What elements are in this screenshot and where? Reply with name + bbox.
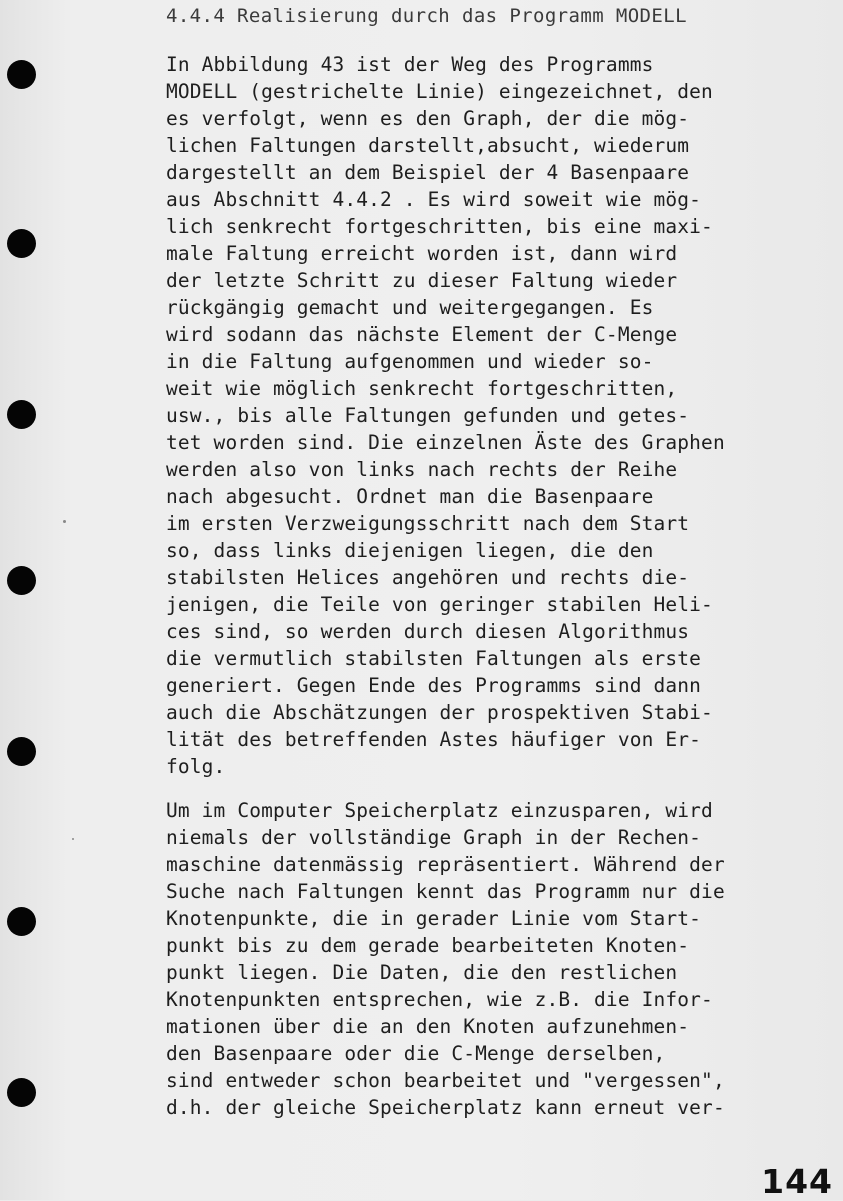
text-line: lität des betreffenden Astes häufiger von Er- (166, 728, 702, 751)
text-line: sind entweder schon bearbeitet und "vergessen", (166, 1069, 725, 1092)
punch-hole (7, 400, 36, 429)
punch-hole (7, 907, 36, 936)
text-line: Knotenpunkte, die in gerader Linie vom Start- (166, 907, 702, 930)
text-line: punkt bis zu dem gerade bearbeiteten Knoten- (166, 934, 690, 957)
text-line: maschine datenmässig repräsentiert. Während der (166, 853, 725, 876)
text-line: die vermutlich stabilsten Faltungen als erste (166, 647, 702, 670)
text-line: auch die Abschätzungen der prospektiven Stabi- (166, 701, 713, 724)
text-line: jenigen, die Teile von geringer stabilen Heli- (166, 593, 713, 616)
text-line: in die Faltung aufgenommen und wieder so- (166, 350, 654, 373)
text-line: male Faltung erreicht worden ist, dann wird (166, 242, 678, 265)
text-line: punkt liegen. Die Daten, die den restlichen (166, 961, 678, 984)
punch-hole (7, 1078, 36, 1107)
text-line: usw., bis alle Faltungen gefunden und getes- (166, 404, 690, 427)
text-line: nach abgesucht. Ordnet man die Basenpaare (166, 485, 654, 508)
text-line: weit wie möglich senkrecht fortgeschritten, (166, 377, 678, 400)
text-line: lichen Faltungen darstellt,absucht, wiederum (166, 134, 690, 157)
text-line: d.h. der gleiche Speicherplatz kann erneut ver- (166, 1096, 725, 1119)
text-line: mationen über die an den Knoten aufzunehmen- (166, 1015, 690, 1038)
text-line: tet worden sind. Die einzelnen Äste des Graphen (166, 431, 725, 454)
page-number: 144 (761, 1162, 833, 1201)
text-line: Um im Computer Speicherplatz einzusparen, wird (166, 799, 713, 822)
punch-hole (7, 566, 36, 595)
paragraph-1 (166, 51, 726, 780)
paragraph-2 (166, 797, 726, 1121)
text-line: der letzte Schritt zu dieser Faltung wieder (166, 269, 678, 292)
section-heading: 4.4.4 Realisierung durch das Programm MODELL (166, 5, 687, 27)
text-line: generiert. Gegen Ende des Programms sind dann (166, 674, 702, 697)
text-line: Suche nach Faltungen kennt das Programm nur die (166, 880, 725, 903)
text-line: so, dass links diejenigen liegen, die den (166, 539, 654, 562)
paper-speck (63, 520, 66, 523)
text-line: wird sodann das nächste Element der C-Menge (166, 323, 678, 346)
punch-hole (7, 737, 36, 766)
text-line: aus Abschnitt 4.4.2 . Es wird soweit wie mög- (166, 188, 702, 211)
text-line: ces sind, so werden durch diesen Algorithmus (166, 620, 690, 643)
text-line: werden also von links nach rechts der Reihe (166, 458, 678, 481)
text-line: lich senkrecht fortgeschritten, bis eine maxi- (166, 215, 713, 238)
text-line: In Abbildung 43 ist der Weg des Programms (166, 53, 654, 76)
text-line: im ersten Verzweigungsschritt nach dem Start (166, 512, 690, 535)
punch-hole (7, 229, 36, 258)
text-line: dargestellt an dem Beispiel der 4 Basenpaare (166, 161, 690, 184)
text-line: niemals der vollständige Graph in der Rechen- (166, 826, 702, 849)
paper-speck (72, 838, 74, 840)
text-line: den Basenpaare oder die C-Menge derselben, (166, 1042, 666, 1065)
text-line: Knotenpunkten entsprechen, wie z.B. die Infor- (166, 988, 713, 1011)
text-line: rückgängig gemacht und weitergegangen. Es (166, 296, 654, 319)
text-line: es verfolgt, wenn es den Graph, der die mög- (166, 107, 690, 130)
text-line: stabilsten Helices angehören und rechts die- (166, 566, 690, 589)
punch-hole (7, 60, 36, 89)
text-line: folg. (166, 755, 226, 778)
text-line: MODELL (gestrichelte Linie) eingezeichnet, den (166, 80, 713, 103)
